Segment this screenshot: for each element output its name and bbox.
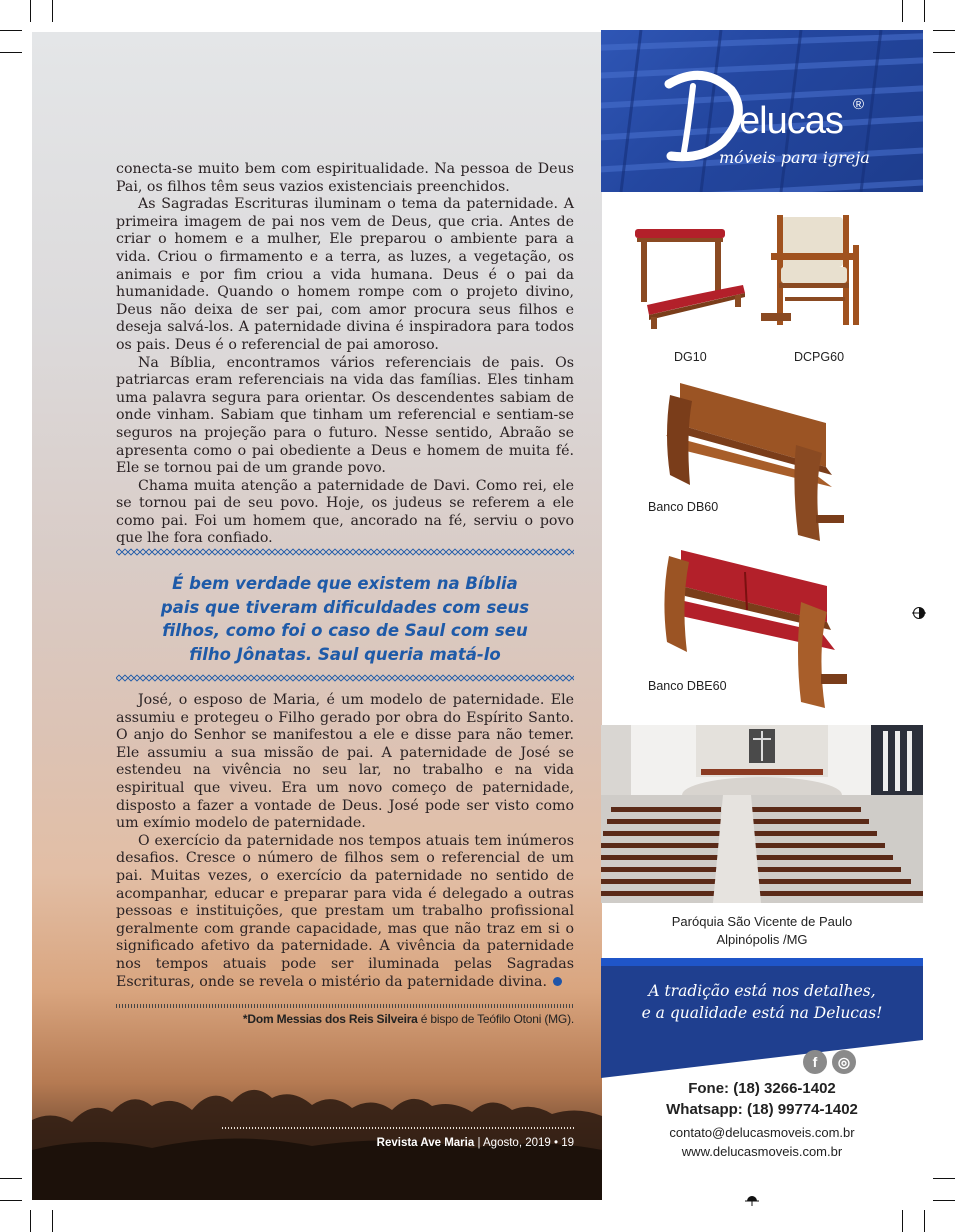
church-location: Alpinópolis /MG bbox=[716, 932, 808, 947]
pull-quote-line: filhos, como foi o caso de Saul com seu bbox=[162, 621, 528, 640]
product-image-db60 bbox=[656, 375, 846, 545]
article-body-bottom bbox=[116, 692, 574, 991]
author-credit bbox=[243, 1012, 574, 1026]
registered-mark: ® bbox=[853, 96, 865, 113]
paragraph-text: O exercício da paternidade nos tempos atuais tem inúmeros desafios. Cresce o número de filhos sem o referencial de um pai. Muitas vezes, o exercício da paternidade no sentido de acompanhar, educar e preparar para vida é delegado a outras pessoas e instituições, que prestam um trabalho profissional geralmente com grande capacidade, mas que não traz em si o significado afetivo da paternidade. A vivência da paternidade nos tempos atuais pode ser iluminada pelas Sagradas Escrituras, onde se revela o mistério da paternidade divina. bbox=[116, 832, 574, 990]
pull-quote bbox=[140, 572, 550, 666]
crop-mark bbox=[0, 52, 22, 53]
church-name: Paróquia São Vicente de Paulo bbox=[671, 914, 853, 929]
paragraph: conecta-se muito bem com espiritualidade. Na pessoa de Deus Pai, os filhos têm seus vazios existenciais preenchidos. bbox=[116, 161, 574, 195]
slogan bbox=[601, 980, 923, 1024]
pull-quote-line: É bem verdade que existem na Bíblia bbox=[172, 574, 518, 593]
facebook-icon[interactable]: f bbox=[803, 1050, 827, 1074]
product-label: DG10 bbox=[674, 350, 707, 364]
crop-mark bbox=[52, 1210, 53, 1232]
instagram-icon[interactable]: ◎ bbox=[832, 1050, 856, 1074]
pull-quote-line: pais que tiveram dificuldades com seus bbox=[160, 597, 530, 617]
pull-quote-line: filho Jônatas. Saul queria matá-lo bbox=[189, 644, 501, 664]
crop-mark bbox=[924, 0, 925, 22]
brand-name: elucas bbox=[739, 100, 843, 142]
crop-mark bbox=[30, 1210, 31, 1232]
crop-mark bbox=[933, 1178, 955, 1179]
page-footer bbox=[377, 1137, 574, 1149]
crop-mark bbox=[52, 0, 53, 22]
author-name: *Dom Messias dos Reis Silveira bbox=[242, 1012, 418, 1026]
paragraph: Chama muita atenção a paternidade de Davi. Como rei, ele se tornou pai de seu povo. Hoje, os judeus se referem a ele como pai. Foi um homem que, ancorado na fé, serviu o povo que lhe fora confiado. bbox=[116, 477, 574, 547]
crop-mark bbox=[30, 0, 31, 22]
divider-bottom bbox=[116, 674, 574, 682]
crop-mark bbox=[902, 0, 903, 22]
website-link[interactable]: www.delucasmoveis.com.br bbox=[681, 1144, 843, 1159]
church-caption bbox=[601, 913, 923, 949]
slogan-line: e a qualidade está na Delucas! bbox=[641, 1004, 883, 1022]
crop-mark bbox=[0, 1178, 22, 1179]
church-interior-photo bbox=[601, 725, 923, 903]
brand-tagline: móveis para igreja bbox=[719, 148, 870, 167]
magazine-name: Revista Ave Maria bbox=[376, 1137, 475, 1149]
church-illustration bbox=[601, 725, 923, 903]
crop-mark bbox=[933, 52, 955, 53]
crop-mark bbox=[0, 1200, 22, 1201]
email-link[interactable]: contato@delucasmoveis.com.br bbox=[669, 1125, 855, 1140]
footer-separator-bar: | bbox=[477, 1137, 481, 1149]
paragraph bbox=[116, 833, 574, 991]
divider-top bbox=[116, 548, 574, 556]
product-label: DCPG60 bbox=[794, 350, 845, 364]
ad-header bbox=[601, 30, 923, 192]
crop-mark bbox=[933, 30, 955, 31]
product-image-dg10 bbox=[631, 225, 751, 335]
end-of-article-icon bbox=[553, 977, 562, 986]
product-label: Banco DBE60 bbox=[648, 679, 727, 693]
phone-number: Fone: (18) 3266-1402 bbox=[688, 1080, 836, 1097]
product-label: Banco DB60 bbox=[648, 500, 719, 514]
crop-mark bbox=[902, 1210, 903, 1232]
footer-separator bbox=[222, 1127, 574, 1129]
delucas-logo-icon bbox=[663, 62, 743, 162]
author-description: é bispo de Teófilo Otoni (MG). bbox=[417, 1012, 574, 1026]
issue-date-page: Agosto, 2019 • 19 bbox=[483, 1137, 574, 1149]
paragraph: José, o esposo de Maria, é um modelo de paternidade. Ele assumiu e protegeu o Filho gerado por obra do Espírito Santo. O anjo do Senhor se manifestou a ele e disse para não temer. Ele assumiu a sua missão de pai. A paternidade de José se estendeu na vivência no seu lar, no trabalho e na vida espiritual que viveu. Era um novo começo de paternidade, disposto a fazer a vontade de Deus. José pode ser visto como um exímio modelo de paternidade. bbox=[116, 692, 574, 832]
author-separator bbox=[116, 1004, 574, 1008]
paragraph: Na Bíblia, encontramos vários referenciais de pais. Os patriarcas eram referenciais na vida das famílias. Eles tinham uma palavra segura para orientar. Os descendentes sabiam de onde vinham. Sabiam que tinham um referencial e sentiam-se seguros na projeção para o futuro. Nesse sentido, Abraão se apresenta como o pai obediente a Deus e homem de muita fé. Ele se tornou pai de um grande povo. bbox=[116, 354, 574, 477]
article-body-top bbox=[116, 161, 574, 548]
crop-mark bbox=[924, 1210, 925, 1232]
slogan-line: A tradição está nos detalhes, bbox=[648, 982, 876, 1000]
sunset-trees-silhouette bbox=[32, 1050, 602, 1200]
product-image-dcpg60 bbox=[761, 215, 871, 330]
crop-mark bbox=[0, 30, 22, 31]
whatsapp-number: Whatsapp: (18) 99774-1402 bbox=[666, 1101, 858, 1118]
paragraph: As Sagradas Escrituras iluminam o tema da paternidade. A primeira imagem de pai nos vem de Deus, que cria. Antes de criar o homem e a mulher, Ele preparou o ambiente para a vida. Criou o firmamento e a terra, as luzes, a vegetação, os animais e por fim criou a vida humana. Deus é o pai da humanidade. Quando o homem rompe com o projeto divino, Deus não deixa de ser pai, com amor procura seus filhos e deseja salvá-los. A paternidade divina é inspiradora para todos os pais. Deus é o referencial de pai amoroso. bbox=[116, 196, 574, 353]
crop-mark bbox=[933, 1200, 955, 1201]
delucas-advertisement bbox=[601, 30, 923, 1200]
